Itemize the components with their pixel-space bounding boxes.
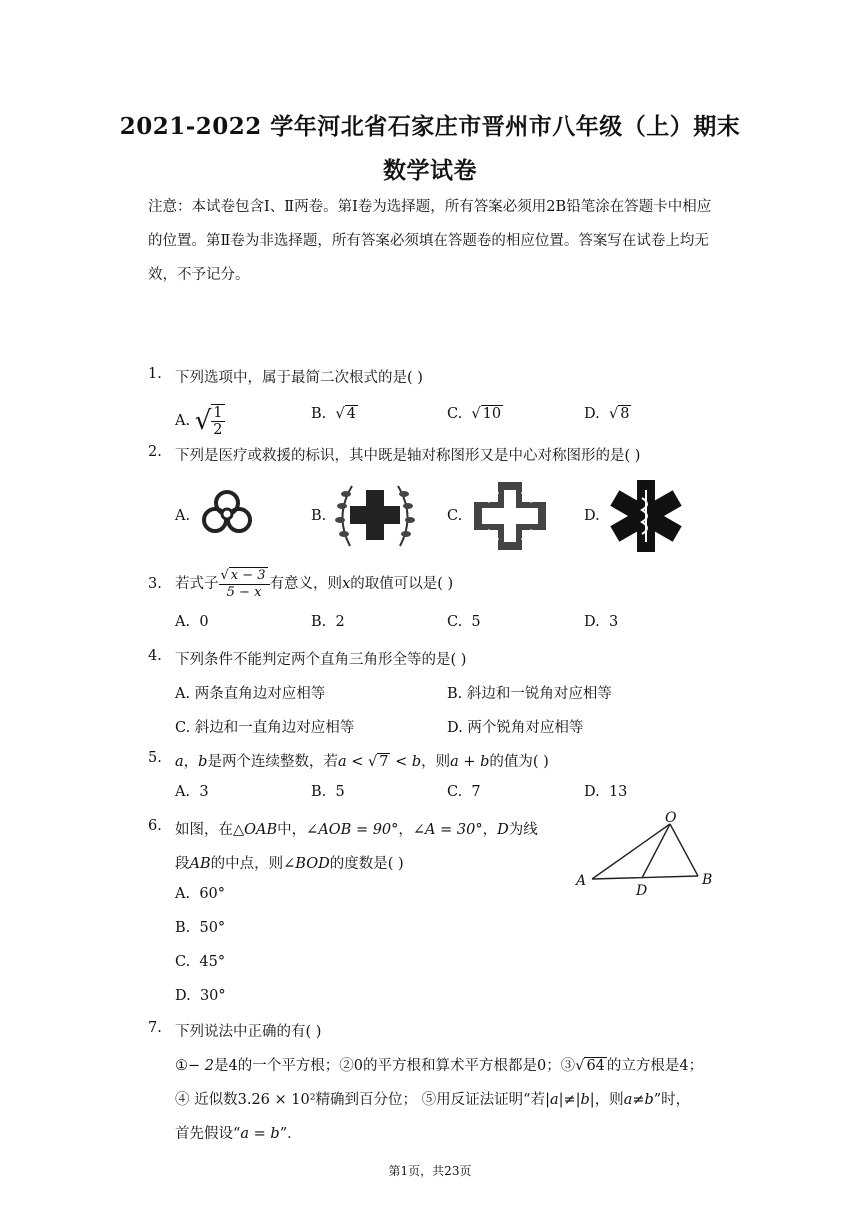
q4-option-c[interactable]: C. 斜边和一直角边对应相等 bbox=[175, 720, 355, 736]
hospital-cross-icon bbox=[470, 478, 550, 554]
q6-option-b[interactable]: B. 50° bbox=[175, 920, 226, 936]
q1-option-b[interactable]: B. √ 4 bbox=[311, 406, 356, 422]
q2-a-label[interactable]: A. bbox=[175, 508, 191, 524]
q5-text: a，b是两个连续整数，若a < √ 7 < b，则a + b的值为( ) bbox=[175, 754, 549, 770]
q1-option-c[interactable]: C. √ 10 bbox=[447, 406, 502, 422]
q3-option-d[interactable]: D. 3 bbox=[584, 614, 619, 630]
q6-option-c[interactable]: C. 45° bbox=[175, 954, 226, 970]
q1-text: 下列选项中，属于最简二次根式的是( ) bbox=[175, 370, 423, 386]
notice-text: 注意：本试卷包含Ⅰ、Ⅱ两卷。第Ⅰ卷为选择题，所有答案必须用2B铅笔涂在答题卡中相应的位置。第Ⅱ卷为非选择题，所有答案必须填在答题卷的相应位置。答案写在试卷上均无效，不予记分。 bbox=[148, 199, 712, 283]
q5-option-a[interactable]: A. 3 bbox=[175, 784, 209, 800]
red-cross-wreath-icon bbox=[330, 476, 420, 556]
q7-statements-line3: 首先假设“a = b”． bbox=[175, 1126, 302, 1142]
q6-text-line2: 段AB的中点，则∠BOD的度数是( ) bbox=[175, 856, 404, 872]
q3-fraction: $\frac{√ x - 3}{5 - x}$ bbox=[219, 568, 270, 601]
q2-number: 2. bbox=[148, 444, 162, 460]
q1-option-a[interactable]: A. √ $\frac{1}{2}$ bbox=[175, 405, 223, 438]
q6-number: 6. bbox=[148, 818, 162, 834]
q6-option-d[interactable]: D. 30° bbox=[175, 988, 226, 1004]
q1-b-value: 4 bbox=[346, 406, 356, 422]
q4-text: 下列条件不能判定两个直角三角形全等的是( ) bbox=[175, 652, 467, 668]
star-of-life-icon bbox=[606, 478, 686, 554]
q1-c-value: 10 bbox=[482, 406, 502, 422]
q3-option-b[interactable]: B. 2 bbox=[311, 614, 345, 630]
q7-number: 7. bbox=[148, 1020, 162, 1036]
q5-option-d[interactable]: D. 13 bbox=[584, 784, 628, 800]
q5-number: 5. bbox=[148, 750, 162, 766]
q6-text-line1: 如图，在△OAB中，∠AOB = 90°，∠A = 30°，D为线 bbox=[175, 822, 538, 838]
point-a-label: A bbox=[576, 873, 587, 889]
q2-text: 下列是医疗或救援的标识，其中既是轴对称图形又是中心对称图形的是( ) bbox=[175, 448, 641, 464]
q3-option-c[interactable]: C. 5 bbox=[447, 614, 481, 630]
q1-c-label: C. bbox=[447, 406, 463, 422]
q3-text: 若式子 $\frac{√ x - 3}{5 - x}$ 有意义，则x的取值可以是( ) bbox=[175, 567, 454, 600]
q7-statements-line2: ④ 近似数3.26 × 10²精确到百分位； ⑤用反证法证明“若|a|≠|b|，则a≠b”时， bbox=[175, 1092, 691, 1108]
page-footer: 第1页，共23页 bbox=[388, 1164, 472, 1178]
point-b-label: B bbox=[702, 872, 713, 888]
q6-option-a[interactable]: A. 60° bbox=[175, 886, 226, 902]
q1-a-label: A. bbox=[175, 413, 191, 429]
title-line2: 数学试卷 bbox=[383, 157, 477, 184]
q1-b-label: B. bbox=[311, 406, 327, 422]
q1-number: 1. bbox=[148, 366, 162, 382]
q5-option-b[interactable]: B. 5 bbox=[311, 784, 345, 800]
title-line1: 2021-2022 学年河北省石家庄市晋州市八年级（上）期末 bbox=[119, 113, 741, 140]
q7-statements-line1: ①− 2是4的一个平方根；②0的平方根和算术平方根都是0；③√ 64 的立方根是4； bbox=[175, 1058, 704, 1074]
q2-c-label[interactable]: C. bbox=[447, 508, 463, 524]
q2-d-label[interactable]: D. bbox=[584, 508, 600, 524]
q6-triangle-figure bbox=[570, 808, 730, 898]
q7-text: 下列说法中正确的有( ) bbox=[175, 1024, 322, 1040]
q4-option-b[interactable]: B. 斜边和一锐角对应相等 bbox=[447, 686, 612, 702]
q4-option-a[interactable]: A. 两条直角边对应相等 bbox=[175, 686, 326, 702]
q3-option-a[interactable]: A. 0 bbox=[175, 614, 209, 630]
q4-number: 4. bbox=[148, 648, 162, 664]
biohazard-icon bbox=[198, 487, 256, 537]
q1-a-fraction: $\frac{1}{2}$ bbox=[213, 405, 223, 438]
q2-b-label[interactable]: B. bbox=[311, 508, 327, 524]
q4-option-d[interactable]: D. 两个锐角对应相等 bbox=[447, 720, 584, 736]
point-d-label: D bbox=[636, 883, 648, 898]
point-o-label: O bbox=[665, 810, 677, 826]
q1-option-d[interactable]: D. √ 8 bbox=[584, 406, 630, 422]
q5-option-c[interactable]: C. 7 bbox=[447, 784, 481, 800]
q1-d-label: D. bbox=[584, 406, 600, 422]
q1-d-value: 8 bbox=[620, 406, 630, 422]
q3-number: 3. bbox=[148, 576, 162, 592]
